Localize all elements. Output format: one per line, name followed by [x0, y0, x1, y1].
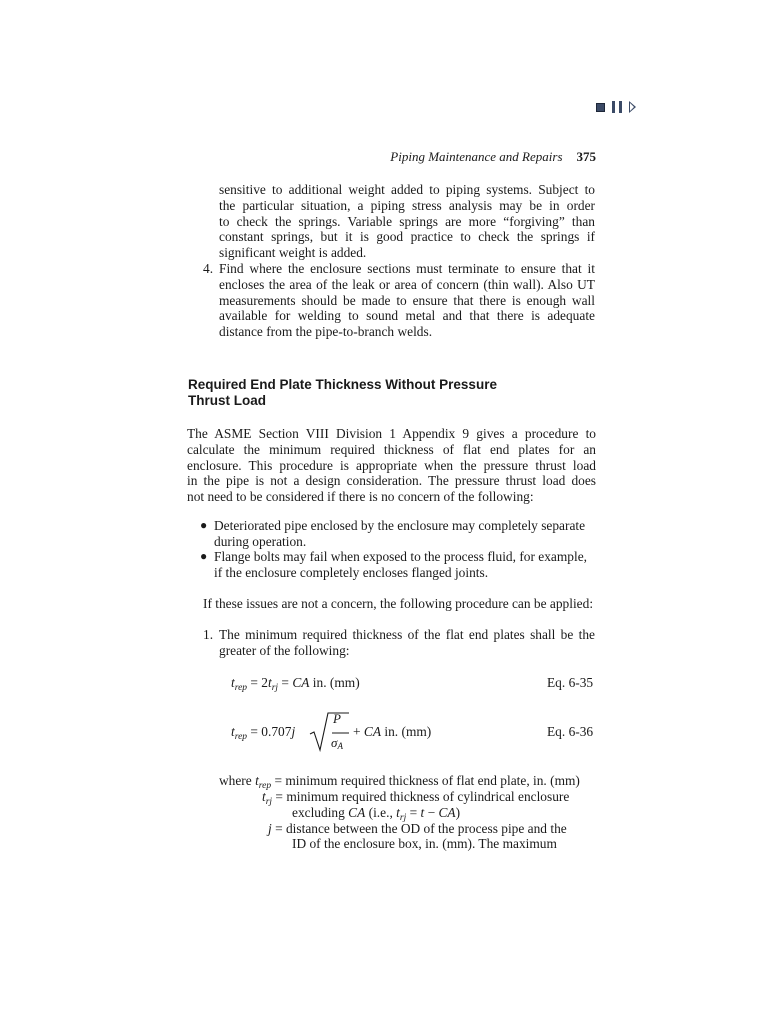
equation-6-35	[231, 675, 360, 691]
eq-text: = 2	[247, 675, 268, 690]
eq-text: in. (mm)	[309, 675, 360, 690]
text-line: encloses the area of the leak or area of concern (thin wall). Also UT	[219, 276, 595, 292]
text-line: available for welding to sound metal and that there is adequate	[219, 308, 595, 324]
eq-text: =	[278, 675, 293, 690]
equation-6-36-lhs	[231, 724, 295, 740]
text-line: in the pipe is not a design consideration. The pressure thrust load does	[187, 473, 596, 489]
pause-icon[interactable]	[612, 101, 622, 113]
eq-sub: A	[337, 741, 343, 751]
where-word: where	[219, 773, 256, 788]
intro-paragraph	[187, 426, 596, 505]
text-line: the particular situation, a piping stress analysis may be in order	[219, 197, 595, 213]
eq-sub: rep	[234, 732, 248, 742]
eq-var: j	[291, 724, 296, 739]
play-icon[interactable]	[629, 101, 636, 113]
fraction-denominator	[325, 735, 349, 751]
eq-text: = 0.707	[247, 724, 292, 739]
definition-text: =	[406, 805, 421, 820]
bullet-dot-icon: ●	[200, 518, 208, 532]
text-line: to check the springs. Variable springs are more “forgiving” than	[219, 213, 595, 229]
eq-var: t	[396, 805, 400, 820]
definition-continuation	[292, 805, 460, 821]
eq-var: CA	[363, 724, 382, 739]
eq-var: t	[255, 773, 259, 788]
fraction-numerator: P	[333, 711, 341, 726]
definition-row	[268, 821, 567, 837]
list-number: 4.	[203, 261, 214, 276]
definition-text: = minimum required thickness of flat end plate, in. (mm)	[271, 773, 580, 788]
list-number: 1.	[203, 627, 214, 642]
equation-label: Eq. 6-36	[547, 724, 594, 739]
heading-line: Thrust Load	[188, 393, 266, 408]
eq-var: j	[268, 821, 272, 836]
text-line: The ASME Section VIII Division 1 Appendix 9 gives a procedure to	[187, 426, 596, 441]
definition-text: ID of the enclosure box, in. (mm). The maximum	[292, 836, 557, 851]
text-line: measurements should be made to ensure that there is enough wall	[219, 292, 595, 308]
text-line: Flange bolts may fail when exposed to the process fluid, for example,	[214, 549, 587, 564]
eq-text: in. (mm)	[381, 724, 432, 739]
equation-label: Eq. 6-35	[547, 675, 594, 690]
text-line: Find where the enclosure sections must terminate to ensure that it	[219, 261, 595, 276]
definition-text: −	[424, 805, 439, 820]
text-line: during operation.	[214, 533, 307, 549]
definition-text: (i.e.,	[365, 805, 397, 820]
chapter-title: Piping Maintenance and Repairs	[390, 149, 563, 164]
eq-var: σ	[331, 735, 338, 750]
definition-text: = minimum required thickness of cylindrical enclosure	[272, 789, 570, 804]
eq-sub: rj	[399, 813, 407, 823]
eq-var: t	[268, 675, 272, 690]
stop-icon[interactable]	[596, 103, 605, 112]
text-line: if the enclosure completely encloses flanged joints.	[214, 564, 489, 580]
eq-var: t	[262, 789, 266, 804]
definition-text: excluding	[292, 805, 349, 820]
definition-text: )	[455, 805, 461, 820]
text-line: sensitive to additional weight added to piping systems. Subject to	[219, 182, 595, 197]
definition-row	[262, 789, 569, 805]
eq-var: CA	[292, 675, 310, 690]
text-line: Deteriorated pipe enclosed by the enclosure may completely separate	[214, 518, 586, 533]
eq-sub: rj	[271, 683, 279, 693]
text-line: not need to be considered if there is no concern of the following:	[187, 489, 534, 505]
eq-text: +	[353, 724, 364, 739]
text-line: significant weight is added.	[219, 245, 367, 261]
text-line: enclosure. This procedure is appropriate when the pressure thrust load	[187, 457, 596, 473]
text-line: greater of the following:	[219, 642, 350, 658]
eq-sub: rj	[265, 797, 273, 807]
continued-list-item	[219, 182, 595, 261]
procedure-intro	[203, 596, 603, 612]
eq-sub: rep	[258, 781, 272, 791]
text-line: distance from the pipe-to-branch welds.	[219, 324, 433, 340]
section-heading	[188, 377, 608, 409]
definition-text: = distance between the OD of the process pipe and the	[271, 821, 567, 836]
text-line: calculate the minimum required thickness of flat end plates for an	[187, 441, 596, 457]
text-line: constant springs, but it is good practice to check the springs if	[219, 229, 595, 245]
bullet-dot-icon: ●	[200, 549, 208, 563]
definition-continuation	[292, 836, 557, 852]
eq-var: t	[231, 675, 235, 690]
equation-6-36-rhs	[353, 724, 431, 740]
eq-var: CA	[348, 805, 366, 820]
running-header	[388, 149, 596, 165]
definition-row	[219, 773, 580, 789]
eq-var: t	[231, 724, 235, 739]
viewer-controls	[596, 101, 636, 113]
eq-var: t	[420, 805, 425, 820]
text-line: The minimum required thickness of the flat end plates shall be the	[219, 627, 595, 642]
text-line: If these issues are not a concern, the following procedure can be applied:	[203, 596, 594, 611]
eq-sub: rep	[234, 683, 248, 693]
eq-var: CA	[438, 805, 456, 820]
page-number: 375	[576, 149, 596, 164]
heading-line: Required End Plate Thickness Without Pressure	[188, 377, 497, 392]
